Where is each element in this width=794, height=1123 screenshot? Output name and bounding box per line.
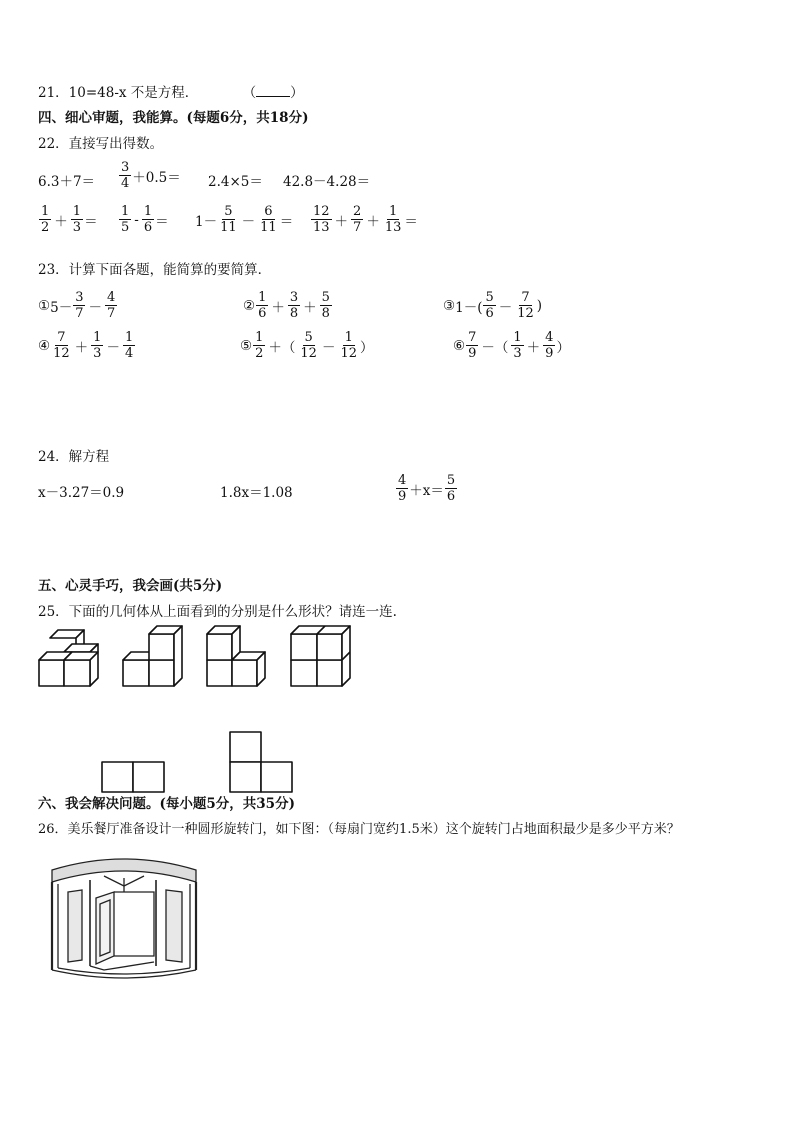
q22-item-c: 2.4×5＝: [208, 174, 263, 190]
section-4-title: 四、细心审题，我能算。(每题6分，共18分): [38, 110, 309, 126]
fraction: $\frac{4}{9}$: [398, 473, 407, 504]
section-5-title: 五、心灵手巧，我会画(共5分): [38, 578, 223, 594]
q24-equation-1: x－3.27＝0.9: [38, 485, 125, 501]
q23-problem-2: ② $\frac{1}{6}$ ＋ $\frac{3}{8}$ ＋ $\frac{5}{8}$: [243, 290, 330, 321]
fraction: $\frac{4}{9}$: [545, 330, 554, 361]
q24-equation-3: $\frac{4}{9}$ ＋x＝ $\frac{5}{6}$: [398, 473, 456, 504]
solid-1: [39, 630, 98, 686]
q22-item-d: 42.8－4.28＝: [283, 174, 371, 190]
fraction: $\frac{5}{11}$: [220, 204, 237, 235]
fraction: $\frac{2}{7}$: [353, 204, 362, 235]
q23-problem-6: ⑥ $\frac{7}{9}$ －（ $\frac{1}{3}$ ＋ $\frac{4}{9}$ ）: [453, 330, 570, 361]
q22-item-b: $\frac{3}{4}$ ＋0.5＝: [121, 160, 181, 191]
q22-item-a: 6.3＋7＝: [38, 174, 96, 190]
q23-problem-3: ③ 1－( $\frac{5}{6}$ － $\frac{7}{12}$ ): [443, 290, 543, 321]
q23-title: 23．计算下面各题，能简算的要简算．: [38, 262, 272, 278]
solid-3: [207, 626, 265, 686]
fraction: $\frac{3}{8}$: [289, 290, 299, 321]
fraction: $\frac{5}{6}$: [446, 473, 456, 504]
q23-problem-5: ⑤ $\frac{1}{2}$ ＋（ $\frac{5}{12}$ － $\frac{1}{12}$ ）: [240, 330, 374, 361]
fraction: $\frac{1}{3}$: [93, 330, 102, 361]
q24-title: 24．解方程: [38, 449, 110, 465]
fraction: $\frac{12}{13}$: [313, 204, 330, 235]
fraction: $\frac{1}{6}$: [143, 204, 153, 235]
fraction: $\frac{7}{9}$: [468, 330, 477, 361]
solid-4: [291, 626, 350, 686]
fraction: $\frac{7}{12}$: [517, 290, 534, 321]
fraction: $\frac{1}{2}$: [255, 330, 264, 361]
fraction: $\frac{1}{2}$: [41, 204, 50, 235]
q23-problem-4: ④ $\frac{7}{12}$ ＋ $\frac{1}{3}$ － $\frac{1}{4}$: [38, 330, 134, 361]
fraction: $\frac{6}{11}$: [260, 204, 277, 235]
q25-title: 25．下面的几何体从上面看到的分别是什么形状？请连一连.: [38, 604, 397, 620]
q21-paren-open: （: [242, 85, 257, 101]
fraction: $\frac{7}{12}$: [53, 330, 70, 361]
top-view-2: [230, 732, 292, 792]
q22-item-g: 1－ $\frac{5}{11}$ － $\frac{6}{11}$ ＝: [195, 204, 294, 235]
q21-answer-blank[interactable]: [256, 84, 290, 97]
q22-item-h: $\frac{12}{13}$ ＋ $\frac{2}{7}$ ＋ $\frac{1}{13}$ ＝: [313, 204, 418, 235]
q26-title: 26．美乐餐厅准备设计一种圆形旋转门，如下图：（每扇门宽约1.5米）这个旋转门占地面积最少是多少平方米？: [38, 822, 680, 837]
fraction: $\frac{3}{7}$: [75, 290, 84, 321]
fraction: $\frac{1}{13}$: [384, 204, 402, 235]
q21-paren-close: ）: [290, 85, 304, 101]
fraction: $\frac{5}{8}$: [321, 290, 330, 321]
fraction: $\frac{1}{5}$: [121, 204, 130, 235]
fraction: $\frac{4}{7}$: [106, 290, 116, 321]
q22-title: 22．直接写出得数。: [38, 136, 164, 152]
section-6-title: 六、我会解决问题。(每小题5分，共35分): [38, 796, 295, 812]
fraction: $\frac{1}{6}$: [258, 290, 267, 321]
q22-item-f: $\frac{1}{5}$ - $\frac{1}{6}$ ＝: [121, 204, 169, 235]
fraction: $\frac{5}{12}$: [300, 330, 317, 361]
solids-figure: [0, 620, 794, 820]
fraction: $\frac{1}{4}$: [124, 330, 134, 361]
revolving-door-image: [44, 852, 204, 982]
solid-2: [123, 626, 182, 686]
q24-equation-2: 1.8x＝1.08: [220, 485, 293, 501]
q22-item-e: $\frac{1}{2}$ ＋ $\frac{1}{3}$ ＝: [41, 204, 98, 235]
q21-line: [38, 84, 304, 101]
fraction: $\frac{1}{12}$: [340, 330, 357, 361]
q21-text: 21．10=48-x 不是方程．: [38, 85, 199, 101]
fraction: $\frac{1}{3}$: [72, 204, 82, 235]
q23-problem-1: ① 5－ $\frac{3}{7}$ － $\frac{4}{7}$: [38, 290, 116, 321]
fraction: $\frac{1}{3}$: [513, 330, 522, 361]
fraction: $\frac{5}{6}$: [485, 290, 494, 321]
top-view-1: [102, 762, 164, 792]
fraction: $\frac{3}{4}$: [121, 160, 130, 191]
